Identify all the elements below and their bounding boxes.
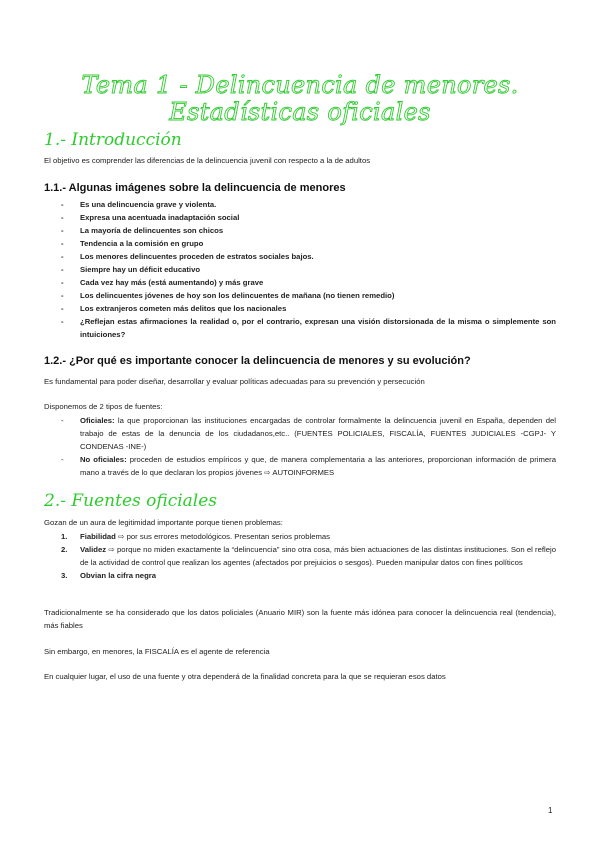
list-item [44,530,556,543]
list-item-text: Los menores delincuentes proceden de estratos sociales bajos. [80,252,314,261]
item-number: 3. [61,571,68,580]
paragraph: Tradicionalmente se ha considerado que los datos policiales (Anuario MIR) son la fuente más idónea para conocer la delincuencia real (tendencia), más fiables [44,608,556,630]
problems-list [44,530,556,582]
item-label: No oficiales: [80,455,127,464]
list-item [44,289,556,302]
list-item-text: La mayoría de delincuentes son chicos [80,226,224,235]
subsection-heading: 1.2.- ¿Por qué es importante conocer la delincuencia de menores y su evolución? [44,355,471,367]
item-text: proceden de estudios empíricos y que, de manera complementaria a las anteriores, proporcionan información de primera mano a través de lo que declaran los propios jóvenes ⇨ AUTOINFORMES [80,455,556,477]
paragraph: El objetivo es comprender las diferencias de la delincuencia juvenil con respecto a la de adultos [44,156,371,165]
dash-bullet: - [61,304,64,313]
list-item [44,198,556,211]
dash-bullet: - [61,252,64,261]
dash-bullet: - [61,226,64,235]
section-heading: 2.- Fuentes oficiales [44,491,218,511]
sources-list [44,414,556,479]
list-item [44,237,556,250]
list-item [44,250,556,263]
page-title: Tema 1 - Delincuencia de menores. Estadísticas oficiales [81,71,519,126]
dash-bullet: - [61,265,64,274]
list-item [44,276,556,289]
list-item-text: Los delincuentes jóvenes de hoy son los delincuentes de mañana (no tienen remedio) [80,291,395,300]
item-text: ⇨ porque no miden exactamente la “delincuencia” sino otra cosa, más bien actuaciones de las distintas instituciones. Son el reflejo de la actividad de control que realizan los agentes (afectados por prejuicios o sesgos). Pueden manipular datos con fines políticos [80,545,556,567]
list-item [44,211,556,224]
dash-bullet: - [61,278,64,287]
item-number: 2. [61,545,68,554]
dash-bullet: - [61,200,64,209]
item-text: la que proporcionan las instituciones encargadas de controlar formalmente la delincuencia juvenil en España, dependen del trabajo de estas de la denuncia de los ciudadanos,etc.. (FUENTES POLICIALES, FISCALÍA, FUENTES JUDICIALES -CGPJ- Y CONDENAS -INE-) [80,416,556,451]
list-item-text: Expresa una acentuada inadaptación social [80,213,240,222]
paragraph: En cualquier lugar, el uso de una fuente y otra dependerá de la finalidad concreta para la que se requieran esos datos [44,672,446,681]
dash-bullet: - [61,213,64,222]
list-item [44,315,556,341]
list-item-text: Es una delincuencia grave y violenta. [80,200,217,209]
list-item-text: Cada vez hay más (está aumentando) y más grave [80,278,264,287]
item-text: ⇨ por sus errores metodológicos. Presentan serios problemas [115,532,330,541]
paragraph: Gozan de un aura de legitimidad importante porque tienen problemas: [44,518,283,527]
list-item-text: Tendencia a la comisión en grupo [80,239,204,248]
list-item [44,453,556,479]
list-item [44,263,556,276]
list-item [44,414,556,453]
list-item-text: Los extranjeros cometen más delitos que los nacionales [80,304,287,313]
list-item-text: ¿Reflejan estas afirmaciones la realidad o, por el contrario, expresan una visión distorsionada de la misma o simplemente son intuiciones? [80,317,556,339]
item-label: Obvian la cifra negra [80,571,157,580]
paragraph: Disponemos de 2 tipos de fuentes: [44,402,163,411]
item-label: Oficiales: [80,416,115,425]
paragraph: Sin embargo, en menores, la FISCALÍA es el agente de referencia [44,647,270,656]
item-label: Fiabilidad [80,532,116,541]
dash-bullet: - [61,291,64,300]
list-item-text: Siempre hay un déficit educativo [80,265,201,274]
page-number: 1 [548,806,553,815]
dash-bullet: - [61,416,64,425]
subsection-heading: 1.1.- Algunas imágenes sobre la delincuencia de menores [44,182,346,194]
dash-bullet: - [61,455,64,464]
list-item [44,569,556,582]
list-item [44,543,556,569]
paragraph: Es fundamental para poder diseñar, desarrollar y evaluar políticas adecuadas para su prevención y persecución [44,377,425,386]
section-heading: 1.- Introducción [44,130,182,150]
list-item [44,302,556,315]
list-item [44,224,556,237]
item-number: 1. [61,532,68,541]
dash-bullet: - [61,317,64,326]
item-label: Validez [80,545,107,554]
bullet-list [44,198,556,341]
dash-bullet: - [61,239,64,248]
